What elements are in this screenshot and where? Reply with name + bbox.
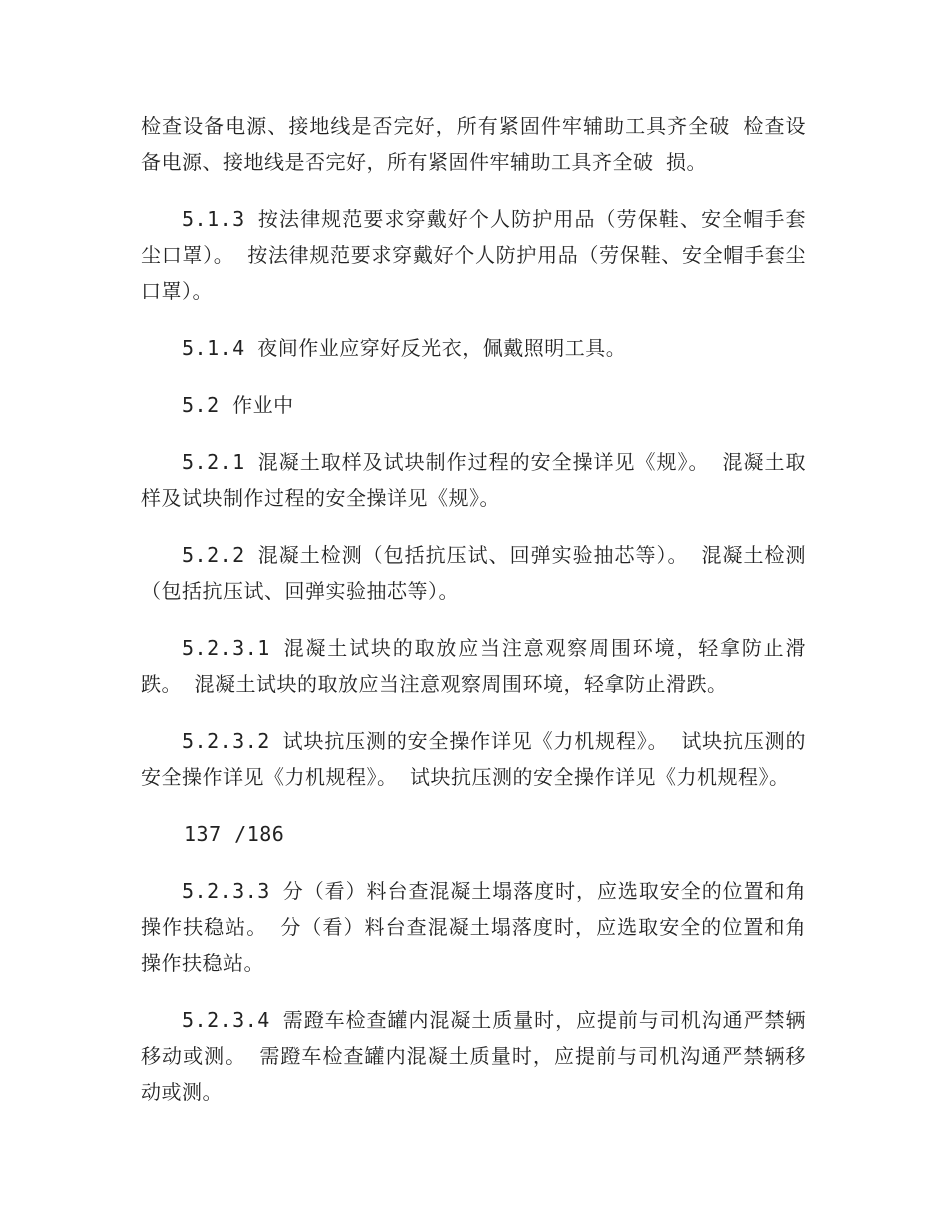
document-body (141, 108, 806, 1131)
section-heading-5-2: 5.2 作业中 (182, 393, 294, 417)
page-number: 137 /186 (184, 822, 285, 846)
paragraph-5-2-2: 5.2.2 混凝土检测（包括抗压试、回弹实验抽芯等）。 混凝土检测（包括抗压试、回弹实验抽芯等）。 (141, 543, 806, 603)
paragraph-5-2-3-2: 5.2.3.2 试块抗压测的安全操作详见《力机规程》。 试块抗压测的安全操作详见《力机规程》。 试块抗压测的安全操作详见《力机规程》。 (141, 729, 806, 789)
paragraph-5-2-3-4: 5.2.3.4 需蹬车检查罐内混凝土质量时，应提前与司机沟通严禁辆移动或测。 需蹬车检查罐内混凝土质量时，应提前与司机沟通严禁辆移动或测。 (141, 1008, 806, 1104)
paragraph-5-2-3-1: 5.2.3.1 混凝土试块的取放应当注意观察周围环境，轻拿防止滑跌。 混凝土试块的取放应当注意观察周围环境，轻拿防止滑跌。 (141, 636, 806, 696)
paragraph-5-2-3-3: 5.2.3.3 分（看）料台查混凝土塌落度时，应选取安全的位置和角操作扶稳站。 分（看）料台查混凝土塌落度时，应选取安全的位置和角操作扶稳站。 (141, 879, 806, 975)
paragraph-5-1-3: 5.1.3 按法律规范要求穿戴好个人防护用品（劳保鞋、安全帽手套尘口罩）。 按法律规范要求穿戴好个人防护用品（劳保鞋、安全帽手套尘口罩）。 (141, 207, 806, 303)
paragraph-5-2-1: 5.2.1 混凝土取样及试块制作过程的安全操详见《规》。 混凝土取样及试块制作过程的安全操详见《规》。 (141, 450, 806, 510)
paragraph-5-1-4: 5.1.4 夜间作业应穿好反光衣，佩戴照明工具。 (182, 336, 627, 360)
paragraph-equipment-check: 检查设备电源、接地线是否完好，所有紧固件牢辅助工具齐全破 检查设备电源、接地线是否完好，所有紧固件牢辅助工具齐全破 损。 (141, 114, 806, 174)
